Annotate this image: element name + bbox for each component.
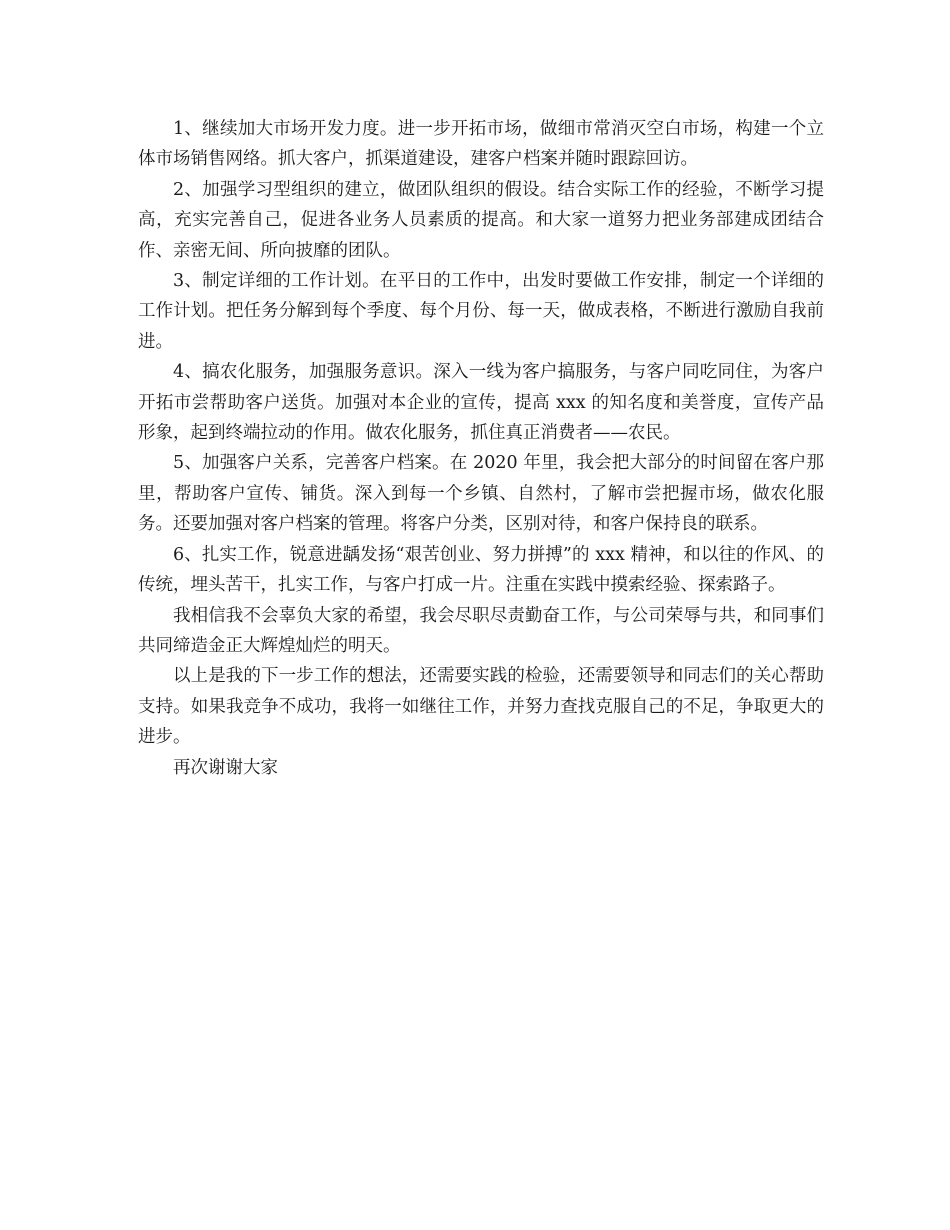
document-body [138,114,824,783]
paragraph-4: 4、搞农化服务，加强服务意识。深入一线为客户搞服务，与客户同吃同住，为客户开拓市尝帮助客户送货。加强对本企业的宣传，提高 xxx 的知名度和美誉度，宣传产品形象，起到终端拉动的作用。做农化服务，抓住真正消费者——农民。 [138,362,824,444]
paragraph-confidence: 我相信我不会辜负大家的希望，我会尽职尽责勤奋工作，与公司荣辱与共，和同事们共同缔造金正大辉煌灿烂的明天。 [138,605,824,656]
paragraph-1: 1、继续加大市场开发力度。进一步开拓市场，做细市常消灭空白市场，构建一个立体市场销售网络。抓大客户，抓渠道建设，建客户档案并随时跟踪回访。 [138,119,824,170]
paragraph-closing-thoughts: 以上是我的下一步工作的想法，还需要实践的检验，还需要领导和同志们的关心帮助支持。如果我竞争不成功，我将一如继往工作，并努力查找克服自己的不足，争取更大的进步。 [138,666,824,748]
paragraph-thanks: 再次谢谢大家 [173,757,278,778]
paragraph-3: 3、制定详细的工作计划。在平日的工作中，出发时要做工作安排，制定一个详细的工作计划。把任务分解到每个季度、每个月份、每一天，做成表格，不断进行激励自我前进。 [138,271,824,352]
paragraph-6: 6、扎实工作，锐意进龋发扬“艰苦创业、努力拼搏”的 xxx 精神，和以往的作风、的传统，埋头苦干，扎实工作，与客户打成一片。注重在实践中摸索经验、探索路子。 [138,544,824,596]
paragraph-2: 2、加强学习型组织的建立，做团队组织的假设。结合实际工作的经验，不断学习提高，充实完善自己，促进各业务人员素质的提高。和大家一道努力把业务部建成团结合作、亲密无间、所向披靡的团队。 [138,179,824,261]
paragraph-5: 5、加强客户关系，完善客户档案。在 2020 年里，我会把大部分的时间留在客户那里，帮助客户宣传、铺货。深入到每一个乡镇、自然村，了解市尝把握市场，做农化服务。还要加强对客户档案的管理。将客户分类，区别对待，和客户保持良的联系。 [138,453,824,535]
